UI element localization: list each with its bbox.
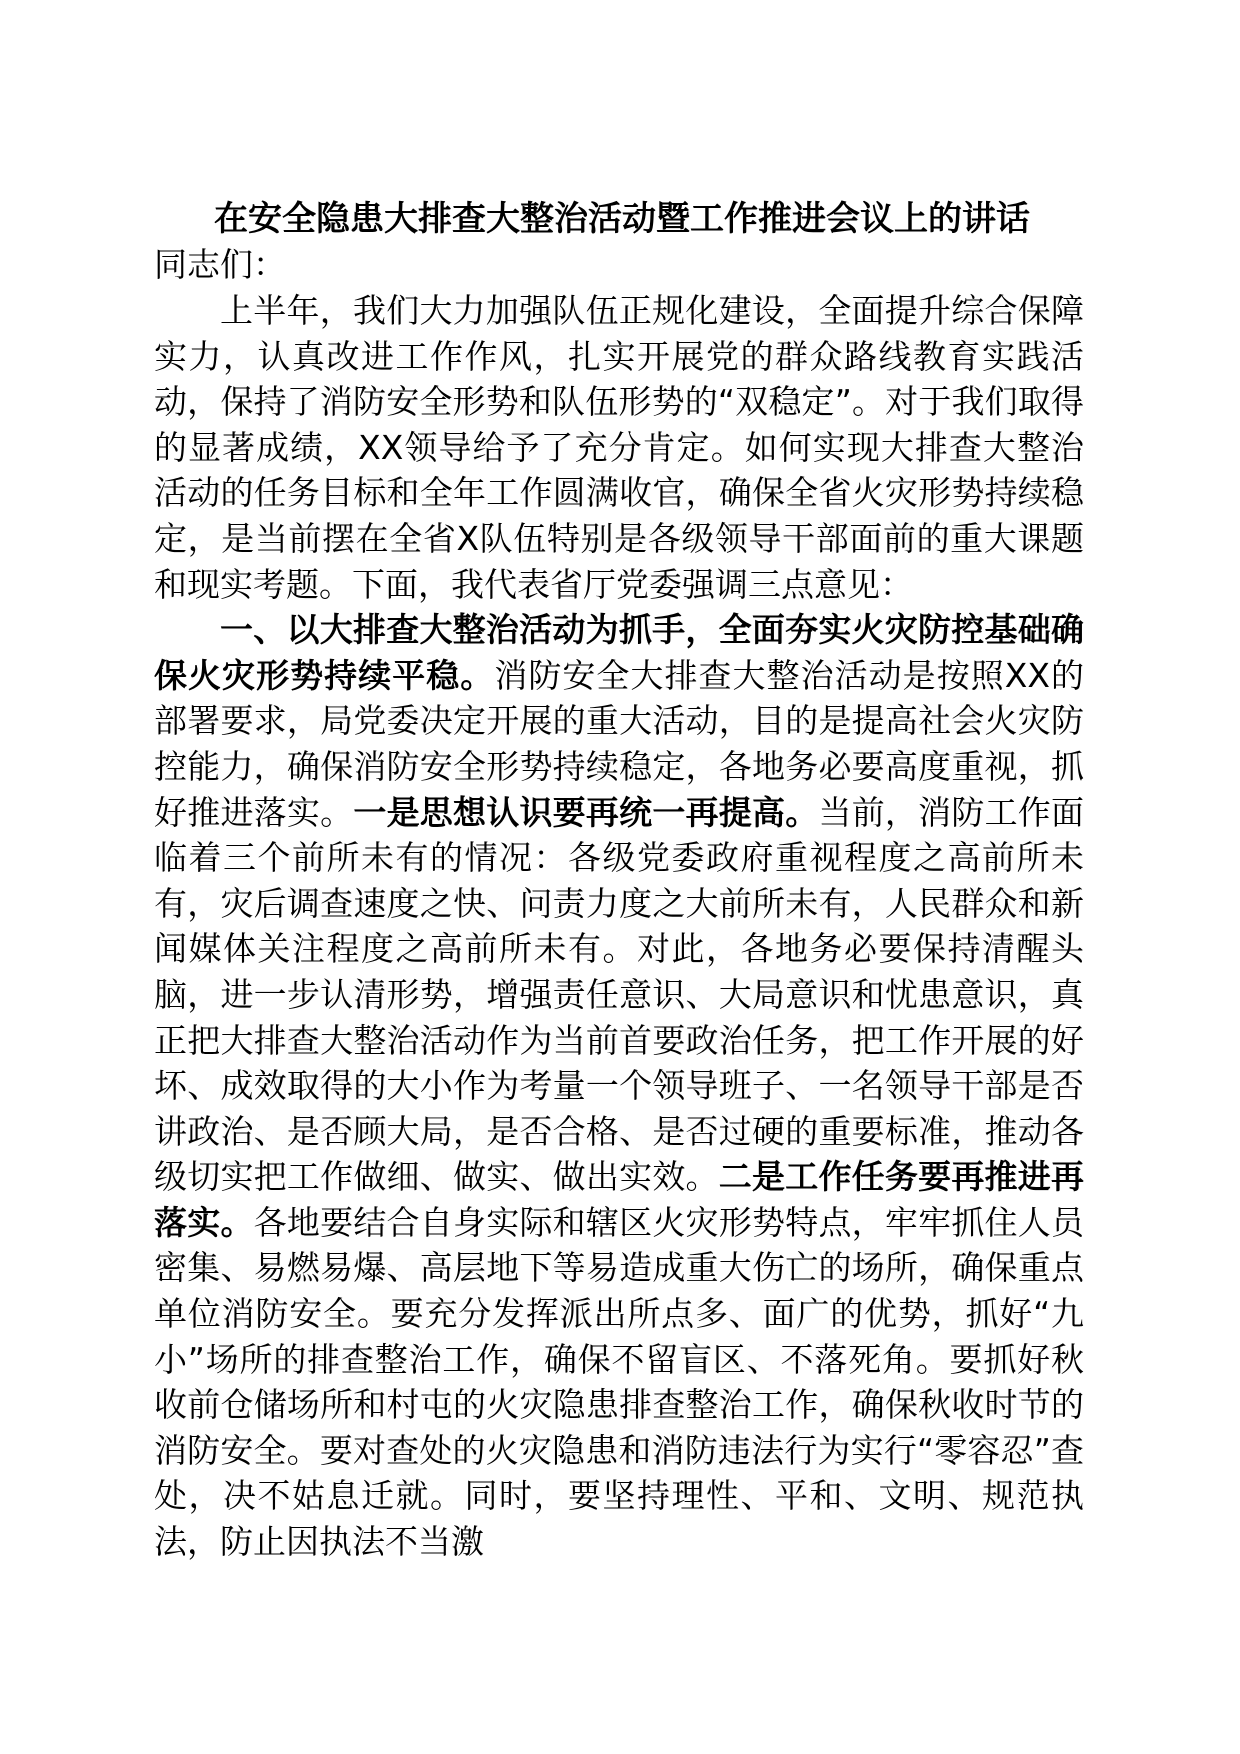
- subpoint-heading: 一是思想认识要再统一再提高。: [353, 792, 819, 832]
- paragraph-intro: 上半年，我们大力加强队伍正规化建设，全面提升综合保障实力，认真改进工作作风，扎实开展党的群众路线教育实践活动，保持了消防安全形势和队伍形势的“双稳定”。对于我们取得的显著成绩，XX领导给予了充分肯定。如何实现大排查大整治活动的任务目标和全年工作圆满收官，确保全省火灾形势持续稳定，是当前摆在全省X队伍特别是各级领导干部面前的重大课题和现实考题。下面，我代表省厅党委强调三点意见：: [154, 291, 1084, 604]
- document-title: 在安全隐患大排查大整治活动暨工作推进会议上的讲话: [214, 199, 1030, 239]
- section-heading: 一、以大排查大整治活动为抓手，全面夯实火灾防控基础确保火灾形势持续平稳。: [154, 610, 1084, 695]
- subpoint-text: 各地要结合自身实际和辖区火灾形势特点，牢牢抓住人员密集、易燃易爆、高层地下等易造成重大伤亡的场所，确保重点单位消防安全。要充分发挥派出所点多、面广的优势，抓好“九小”场所的排查整治工作，确保不留盲区、不落死角。要抓好秋收前仓储场所和村屯的火灾隐患排查整治工作，确保秋收时节的消防安全。要对查处的火灾隐患和消防违法行为实行“零容忍”查处，决不姑息迁就。同时，要坚持理性、平和、文明、规范执法，防止因执法不当激: [154, 1202, 1085, 1562]
- subpoint-text: 当前，消防工作面临着三个前所未有的情况：各级党委政府重视程度之高前所未有，灾后调查速度之快、问责力度之大前所未有，人民群众和新闻媒体关注程度之高前所未有。对此，各地务必要保持清醒头脑，进一步认清形势，增强责任意识、大局意识和忧患意识，真正把大排查大整治活动作为当前首要政治任务，把工作开展的好坏、成效取得的大小作为考量一个领导班子、一名领导干部是否讲政治、是否顾大局，是否合格、是否过硬的重要标准，推动各级切实把工作做细、做实、做出实效。: [154, 792, 1085, 1197]
- section-text: 消防安全大排查大整治活动是按照XX的部署要求，局党委决定开展的重大活动，目的是提高社会火灾防控能力，确保消防安全形势持续稳定，各地务必要高度重视，抓好推进落实。: [154, 655, 1085, 832]
- salutation: 同志们：: [154, 245, 286, 284]
- subpoint-heading: 二是工作任务要再推进再落实。: [154, 1157, 1085, 1242]
- paragraph-section-one: [154, 607, 1084, 1564]
- document-page: [154, 196, 1084, 1565]
